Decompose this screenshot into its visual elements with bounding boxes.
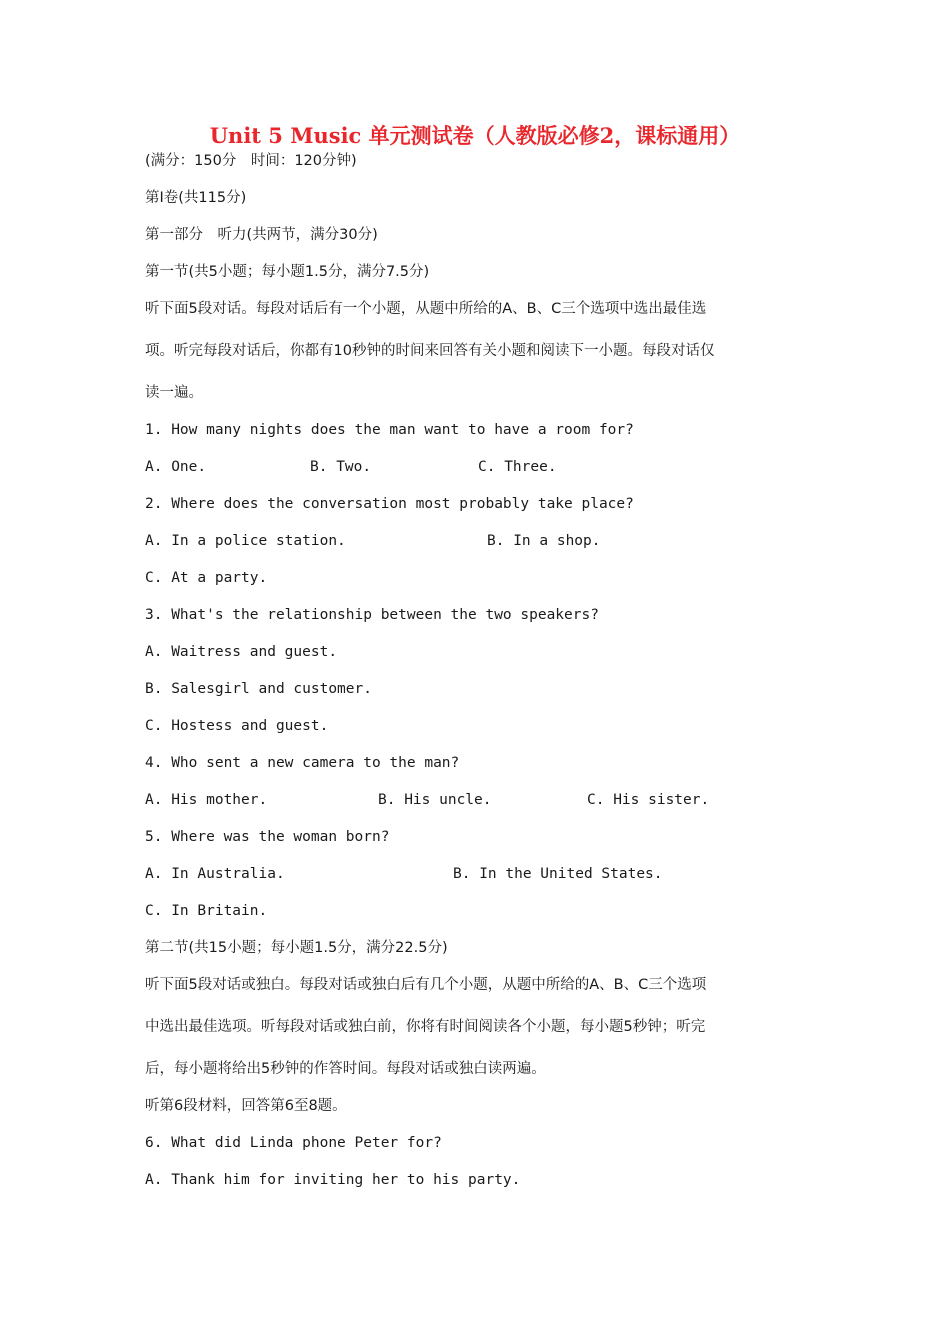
material-6-intro: 听第6段材料，回答第6至8题。	[145, 1098, 347, 1114]
q3-option-b: B. Salesgirl and customer.	[145, 681, 372, 697]
section-two-instructions-line-2: 中选出最佳选项。听每段对话或独白前，你将有时间阅读各个小题，每小题5秒钟；听完	[145, 1019, 706, 1035]
q1-option-a: A. One.	[145, 459, 207, 475]
q3-option-a: A. Waitress and guest.	[145, 644, 338, 660]
q1-option-c: C. Three.	[478, 459, 557, 475]
q4-option-b: B. His uncle.	[378, 792, 492, 808]
section-one-header: 第一节(共5小题；每小题1.5分，满分7.5分)	[145, 264, 430, 280]
q4-option-a: A. His mother.	[145, 792, 268, 808]
section-two-instructions-line-3: 后，每小题将给出5秒钟的作答时间。每段对话或独白读两遍。	[145, 1061, 546, 1077]
q6-option-a: A. Thank him for inviting her to his party.	[145, 1172, 521, 1188]
question-2: 2. Where does the conversation most probably take place?	[145, 496, 634, 512]
q1-option-b: B. Two.	[310, 459, 372, 475]
document-title: Unit 5 Music 单元测试卷（人教版必修2，课标通用）	[209, 123, 741, 148]
section-one-instructions-line-2: 项。听完每段对话后，你都有10秒钟的时间来回答有关小题和阅读下一小题。每段对话仅	[145, 343, 715, 359]
q2-option-b: B. In a shop.	[487, 533, 601, 549]
section-one-instructions-line-1: 听下面5段对话。每段对话后有一个小题，从题中所给的A、B、C三个选项中选出最佳选	[145, 301, 707, 317]
q5-option-a: A. In Australia.	[145, 866, 285, 882]
q5-option-c: C. In Britain.	[145, 903, 268, 919]
question-6: 6. What did Linda phone Peter for?	[145, 1135, 442, 1151]
listening-header: 第一部分 听力(共两节，满分30分)	[145, 227, 378, 243]
section-two-instructions-line-1: 听下面5段对话或独白。每段对话或独白后有几个小题，从题中所给的A、B、C三个选项	[145, 977, 707, 993]
q2-option-c: C. At a party.	[145, 570, 268, 586]
question-5: 5. Where was the woman born?	[145, 829, 390, 845]
section-one-instructions-line-3: 读一遍。	[145, 385, 203, 401]
q3-option-c: C. Hostess and guest.	[145, 718, 329, 734]
score-time-info: (满分：150分 时间：120分钟)	[145, 153, 357, 169]
question-4: 4. Who sent a new camera to the man?	[145, 755, 460, 771]
q2-option-a: A. In a police station.	[145, 533, 346, 549]
question-3: 3. What's the relationship between the two speakers?	[145, 607, 599, 623]
q5-option-b: B. In the United States.	[453, 866, 663, 882]
question-1: 1. How many nights does the man want to have a room for?	[145, 422, 634, 438]
part-one-header: 第Ⅰ卷(共115分)	[145, 190, 247, 206]
q4-option-c: C. His sister.	[587, 792, 710, 808]
section-two-header: 第二节(共15小题；每小题1.5分，满分22.5分)	[145, 940, 448, 956]
